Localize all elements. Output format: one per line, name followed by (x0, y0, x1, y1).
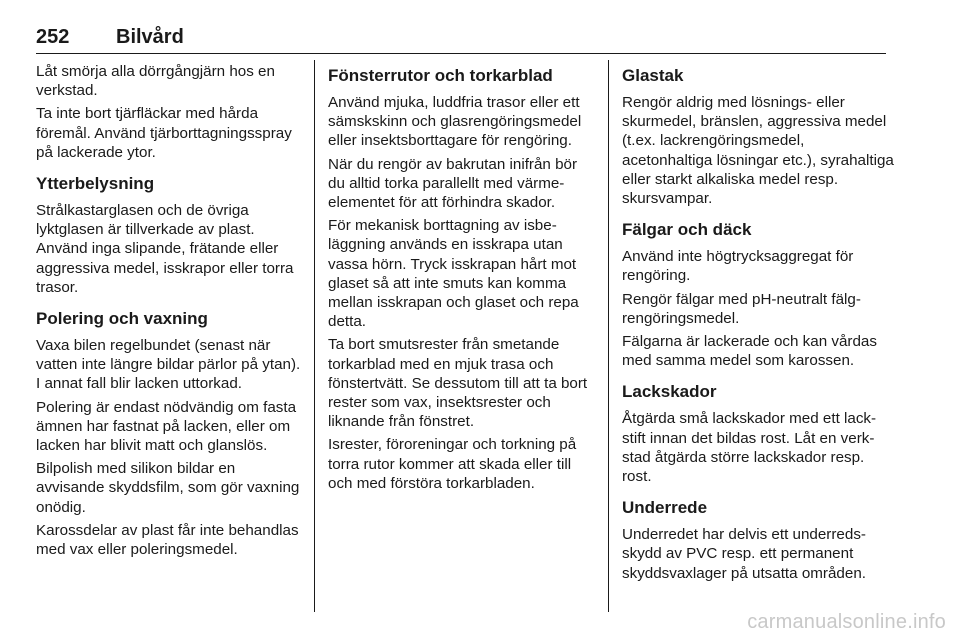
paragraph: Bilpolish med silikon bildar en avvisande skyddsfilm, som gör vaxning onödig. (36, 460, 300, 516)
paragraph: Låt smörja alla dörrgångjärn hos en verkstad. (36, 63, 275, 100)
paragraph: Karossdelar av plast får inte behandlas med vax eller poleringsmedel. (36, 521, 299, 559)
paragraph: Strålkastarglasen och de övriga lyktglasen är tillverkade av plast. Använd inga slipande, frätande eller aggressiva medel, isskrapor eller torra trasor. (36, 202, 294, 296)
paragraph: Isrester, föroreningar och torkning på torra rutor kommer att skada eller till och med förstöra torkarbladen. (328, 436, 577, 492)
page-number: 252 (36, 26, 70, 48)
section-heading: Underrede (622, 498, 708, 518)
paragraph: Underredet har delvis ett underredsskydd av PVC resp. ett permanent skyddsvaxlager på utsatta områden. (622, 526, 866, 582)
column-divider-left (314, 60, 315, 612)
paragraph: Ta inte bort tjärfläckar med hårda föremål. Använd tjärborttagningsspray på lackerade ytor. (36, 105, 292, 161)
paragraph: Rengör fälgar med pH-neutralt fälgrengöringsmedel. (622, 290, 861, 327)
paragraph: För mekanisk borttagning av isbeläggning används en isskrapa utan vassa hörn. Tryck isskrapan hårt mot glaset så att inte smuts kan komma mellan isskrapan och glaset och repa detta. (328, 217, 579, 331)
paragraph: När du rengör av bakrutan inifrån bör du alltid torka parallellt med värmeelementet för att förhindra skador. (328, 155, 578, 212)
watermark: carmanualsonline.info (747, 611, 946, 633)
paragraph: Använd mjuka, luddfria trasor eller ett sämskskinn och glasrengöringsmedel eller insektsborttagare för rengöring. (328, 94, 582, 150)
column-left (36, 62, 306, 563)
header-rule (36, 53, 886, 54)
paragraph: Ta bort smutsrester från smetande torkarblad med en mjuk trasa och fönstertvätt. Se dessutom till att ta bort rester som vax, insektsrester och liknande från fönstret. (328, 336, 588, 431)
page-header (36, 26, 886, 52)
paragraph: Polering är endast nödvändig om fasta ämnen har fastnat på lacken, eller om lacken har blivit matt och glanslös. (36, 398, 297, 455)
section-heading: Ytterbelysning (36, 174, 155, 194)
section-heading: Lackskador (622, 382, 717, 402)
paragraph: Använd inte högtrycksaggregat för rengöring. (622, 248, 854, 285)
column-divider-right (608, 60, 609, 612)
column-right (622, 62, 894, 587)
paragraph: Vaxa bilen regelbundet (senast när vatten inte längre bildar pärlor på ytan). I annat fall blir lacken uttorkad. (36, 337, 301, 393)
section-heading: Fälgar och däck (622, 220, 752, 240)
paragraph: Rengör aldrig med lösnings- eller skurmedel, bränslen, aggressiva medel (t.ex. lackrengöringsmedel, acetonhaltiga lösningar etc.), syrahaltiga eller starkt alkaliska medel resp. skursvampar. (622, 94, 894, 208)
paragraph: Fälgarna är lackerade och kan vårdas med samma medel som karossen. (622, 333, 877, 370)
section-heading: Polering och vaxning (36, 309, 208, 329)
section-title: Bilvård (116, 26, 184, 48)
paragraph: Åtgärda små lackskador med ett lackstift innan det bildas rost. Låt en verkstad åtgärda större lackskador resp. rost. (622, 410, 877, 486)
section-heading: Glastak (622, 66, 684, 85)
section-heading: Fönsterrutor och torkarblad (328, 66, 553, 85)
column-middle (328, 62, 596, 497)
